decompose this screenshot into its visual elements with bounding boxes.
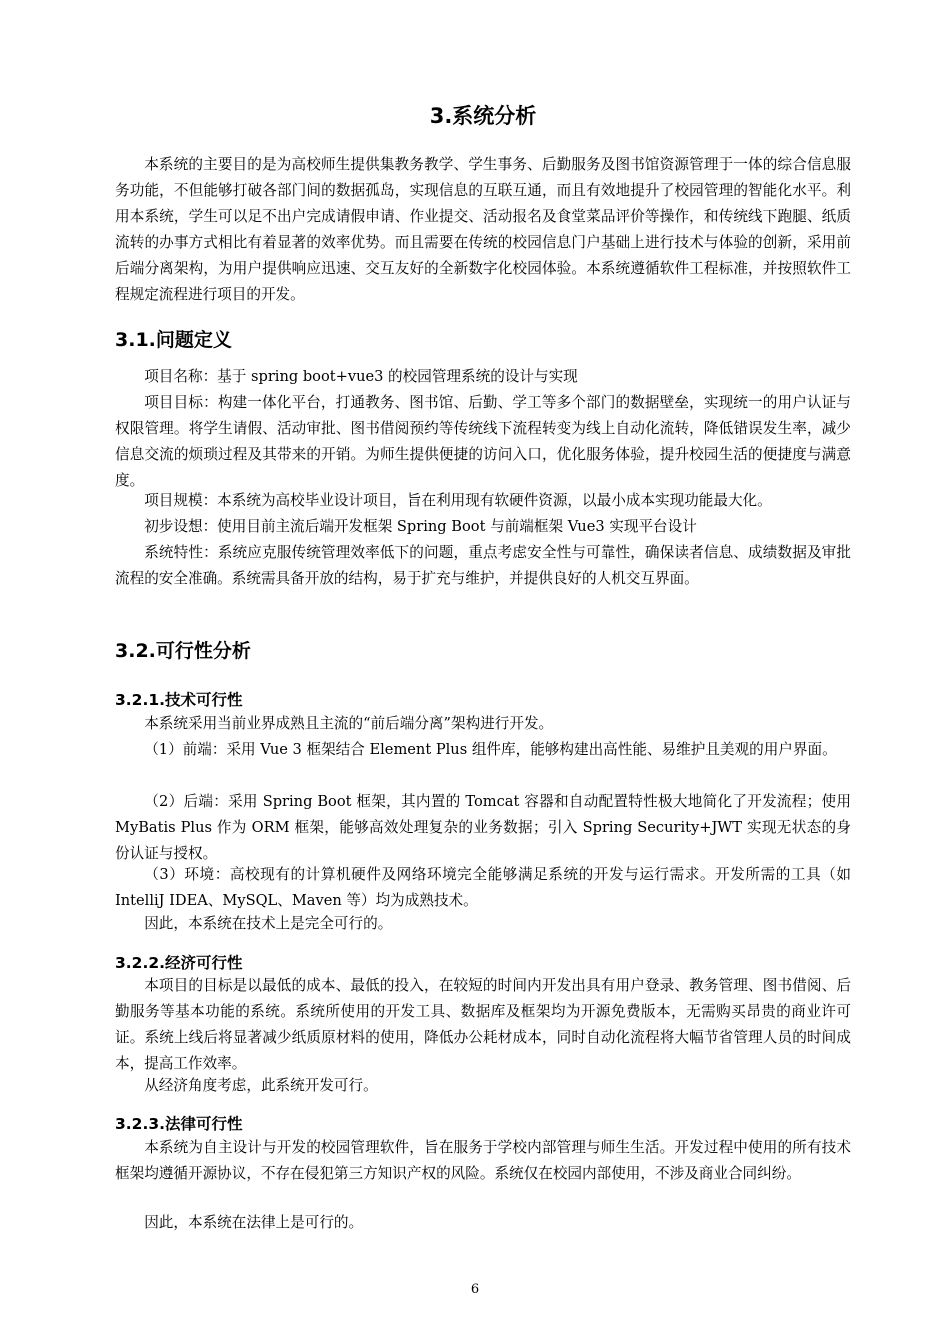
econ-paragraph-1: 本项目的目标是以最低的成本、最低的投入，在较短的时间内开发出具有用户登录、教务管理、图书借阅、后勤服务等基本功能的系统。系统所使用的开发工具、数据库及框架均为开源免费版本，无需购买昂贵的商业许可证。系统上线后将显著减少纸质原材料的使用，降低办公耗材成本，同时自动化流程将大幅节省管理人员的时间成本，提高工作效率。 bbox=[115, 977, 851, 1072]
initial-idea-paragraph: 初步设想：使用目前主流后端开发框架 Spring Boot 与前端框架 Vue3 实现平台设计 bbox=[144, 518, 697, 535]
section-3-2-1-heading: 3.2.1.技术可行性 bbox=[115, 691, 243, 709]
law-paragraph-1: 本系统为自主设计与开发的校园管理软件，旨在服务于学校内部管理与师生生活。开发过程中使用的所有技术框架均遵循开源协议，不存在侵犯第三方知识产权的风险。系统仅在校园内部使用，不涉及商业合同纠纷。 bbox=[115, 1139, 851, 1182]
tech-paragraph-1: 本系统采用当前业界成熟且主流的“前后端分离”架构进行开发。 bbox=[144, 715, 554, 732]
system-features-paragraph: 系统特性：系统应克服传统管理效率低下的问题，重点考虑安全性与可靠性，确保读者信息、成绩数据及审批流程的安全准确。系统需具备开放的结构，易于扩充与维护，并提供良好的人机交互界面。 bbox=[115, 544, 851, 587]
project-goal-paragraph: 项目目标：构建一体化平台，打通教务、图书馆、后勤、学工等多个部门的数据壁垒，实现统一的用户认证与权限管理。将学生请假、活动审批、图书借阅预约等传统线下流程转变为线上自动化流转，降低错误发生率，减少信息交流的烦琐过程及其带来的开销。为师生提供便捷的访问入口，优化服务体验，提升校园生活的便捷度与满意度。 bbox=[115, 394, 851, 489]
section-3-1-heading: 3.1.问题定义 bbox=[115, 329, 232, 351]
project-scale-paragraph: 项目规模：本系统为高校毕业设计项目，旨在利用现有软硬件资源，以最小成本实现功能最大化。 bbox=[144, 492, 772, 509]
tech-paragraph-5: 因此，本系统在技术上是完全可行的。 bbox=[144, 915, 393, 932]
section-3-2-3-heading: 3.2.3.法律可行性 bbox=[115, 1115, 243, 1133]
intro-paragraph: 本系统的主要目的是为高校师生提供集教务教学、学生事务、后勤服务及图书馆资源管理于一体的综合信息服务功能，不但能够打破各部门间的数据孤岛，实现信息的互联互通，而且有效地提升了校园管理的智能化水平。利用本系统，学生可以足不出户完成请假申请、作业提交、活动报名及食堂菜品评价等操作，和传统线下跑腿、纸质流转的办事方式相比有着显著的效率优势。而且需要在传统的校园信息门户基础上进行技术与体验的创新，采用前后端分离架构，为用户提供响应迅速、交互友好的全新数字化校园体验。本系统遵循软件工程标准，并按照软件工程规定流程进行项目的开发。 bbox=[115, 156, 851, 303]
chapter-title: 3.系统分析 bbox=[429, 104, 537, 128]
tech-paragraph-2: （1）前端：采用 Vue 3 框架结合 Element Plus 组件库，能够构建出高性能、易维护且美观的用户界面。 bbox=[144, 741, 837, 758]
tech-paragraph-3: （2）后端：采用 Spring Boot 框架，其内置的 Tomcat 容器和自动配置特性极大地简化了开发流程；使用 MyBatis Plus 作为 ORM 框架，能够高效处理复杂的业务数据；引入 Spring Security+JWT 实现无状态的身份认证与授权。 bbox=[115, 793, 852, 862]
tech-paragraph-4: （3）环境：高校现有的计算机硬件及网络环境完全能够满足系统的开发与运行需求。开发所需的工具（如 IntelliJ IDEA、MySQL、Maven 等）均为成熟技术。 bbox=[115, 866, 851, 909]
law-paragraph-2: 因此，本系统在法律上是可行的。 bbox=[144, 1214, 364, 1231]
page-number: 6 bbox=[470, 1282, 480, 1297]
econ-paragraph-2: 从经济角度考虑，此系统开发可行。 bbox=[144, 1077, 378, 1094]
section-3-2-2-heading: 3.2.2.经济可行性 bbox=[115, 954, 243, 972]
project-name-paragraph: 项目名称：基于 spring boot+vue3 的校园管理系统的设计与实现 bbox=[144, 368, 578, 385]
section-3-2-heading: 3.2.可行性分析 bbox=[115, 640, 251, 662]
